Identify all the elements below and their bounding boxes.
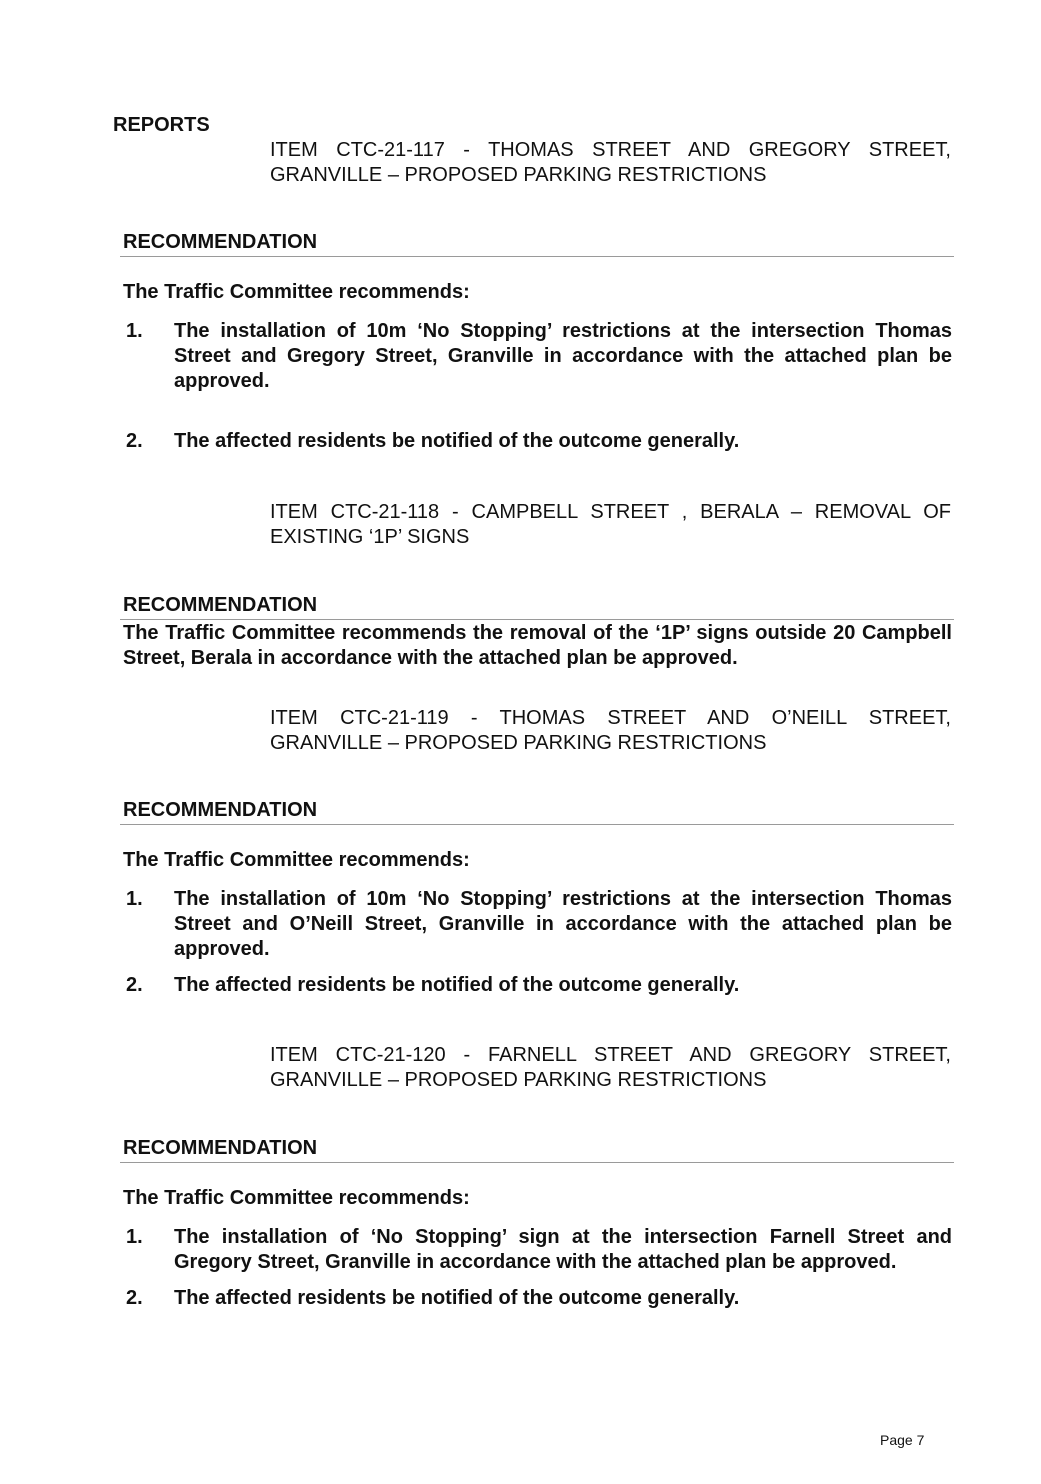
item-title: ITEM CTC-21-117 - THOMAS STREET AND GREGORY STREET, GRANVILLE – PROPOSED PARKING RESTRICTIONS: [270, 139, 951, 186]
recommendation-paragraph: The Traffic Committee recommends the removal of the ‘1P’ signs outside 20 Campbell Street, Berala in accordance with the attached plan be approved.: [123, 622, 952, 669]
recommendation-heading: RECOMMENDATION: [123, 594, 318, 616]
point-text: The installation of 10m ‘No Stopping’ restrictions at the intersection Thomas Street and O’Neill Street, Granville in accordance with the attached plan be approved.: [174, 888, 952, 960]
point-text: The installation of ‘No Stopping’ sign at the intersection Farnell Street and Gregory Street, Granville in accordance with the attached plan be approved.: [174, 1226, 952, 1273]
recommendation-intro: The Traffic Committee recommends:: [123, 849, 470, 871]
recommendation-heading: RECOMMENDATION: [123, 799, 318, 821]
section-divider: [120, 1162, 954, 1163]
item-title: ITEM CTC-21-119 - THOMAS STREET AND O’NEILL STREET, GRANVILLE – PROPOSED PARKING RESTRICTIONS: [270, 707, 951, 754]
point-number: 2.: [126, 430, 143, 452]
recommendation-intro: The Traffic Committee recommends:: [123, 1187, 470, 1209]
point-number: 2.: [126, 974, 143, 996]
recommendation-heading: RECOMMENDATION: [123, 231, 318, 253]
recommendation-point: [123, 429, 952, 454]
item-title: ITEM CTC-21-120 - FARNELL STREET AND GREGORY STREET, GRANVILLE – PROPOSED PARKING RESTRICTIONS: [270, 1044, 951, 1091]
recommendation-point: [123, 1225, 952, 1275]
item-title: ITEM CTC-21-118 - CAMPBELL STREET , BERALA – REMOVAL OF EXISTING ‘1P’ SIGNS: [270, 501, 951, 548]
recommendation-point: [123, 319, 952, 394]
point-number: 2.: [126, 1287, 143, 1309]
section-divider: [120, 256, 954, 257]
point-text: The installation of 10m ‘No Stopping’ restrictions at the intersection Thomas Street and Gregory Street, Granville in accordance with the attached plan be approved.: [174, 320, 952, 392]
recommendation-point: [123, 887, 952, 962]
section-divider: [120, 619, 954, 620]
point-text: The affected residents be notified of the outcome generally.: [174, 974, 740, 996]
section-heading: REPORTS: [113, 114, 210, 136]
point-text: The affected residents be notified of the outcome generally.: [174, 1287, 740, 1309]
recommendation-heading: RECOMMENDATION: [123, 1137, 318, 1159]
point-number: 1.: [126, 1226, 143, 1248]
recommendation-intro: The Traffic Committee recommends:: [123, 281, 470, 303]
point-number: 1.: [126, 320, 143, 342]
section-divider: [120, 824, 954, 825]
page-number: Page 7: [880, 1432, 925, 1448]
recommendation-point: [123, 1286, 952, 1311]
point-number: 1.: [126, 888, 143, 910]
recommendation-point: [123, 973, 952, 998]
point-text: The affected residents be notified of the outcome generally.: [174, 430, 740, 452]
